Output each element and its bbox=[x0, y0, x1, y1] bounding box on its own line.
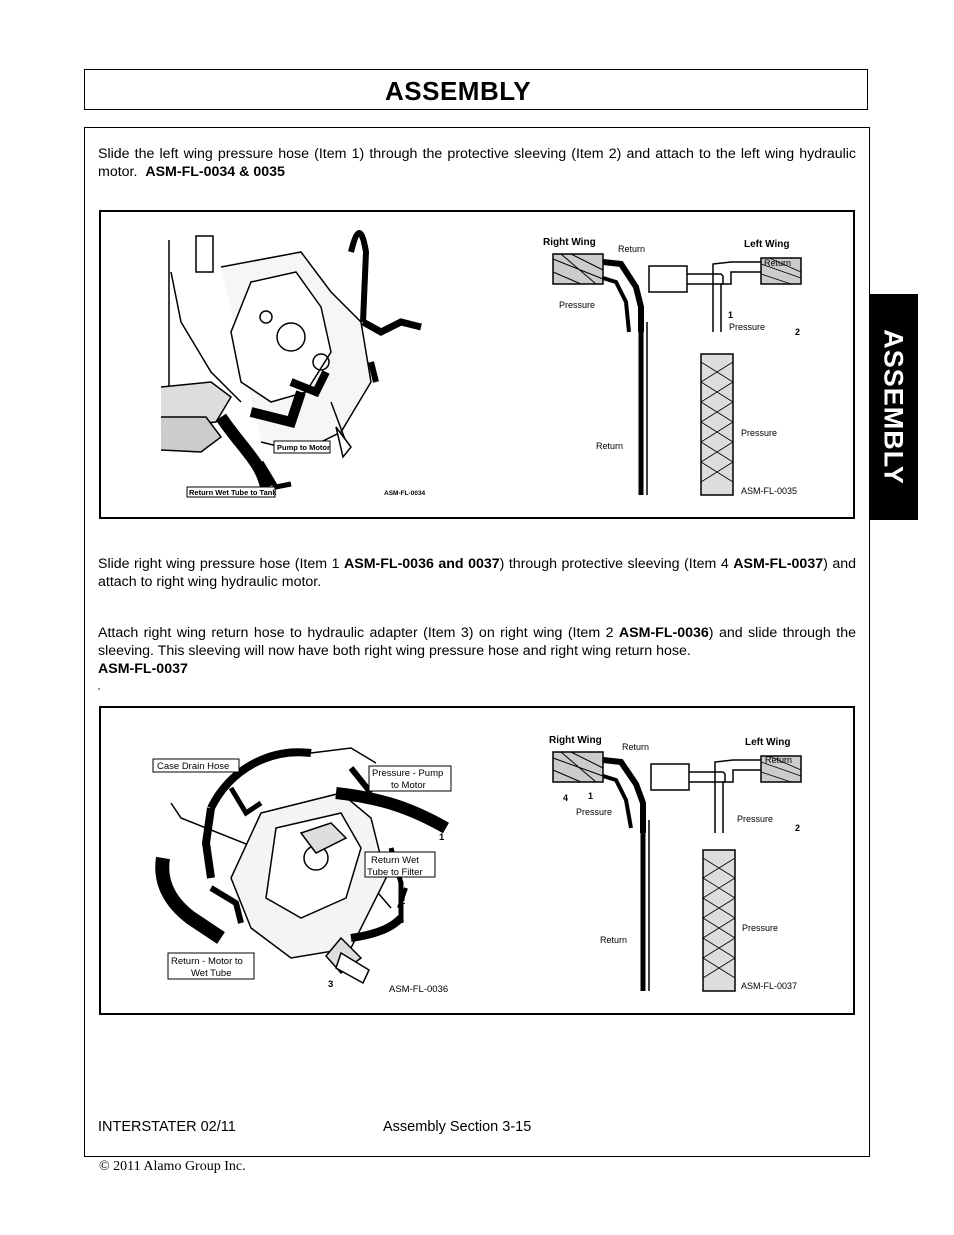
figure-2-illustration bbox=[101, 708, 853, 1013]
side-tab-label: ASSEMBLY bbox=[878, 329, 909, 485]
label-right-wing: Right Wing bbox=[543, 237, 596, 248]
label-item-3: 3 bbox=[328, 979, 334, 990]
label-pressure-right-2: Pressure bbox=[737, 814, 774, 824]
label-return-top-left: Return bbox=[618, 244, 646, 254]
paragraph-3-ref-b: ASM-FL-0037 bbox=[98, 661, 188, 677]
figure-code-asm-fl-0034: ASM-FL-0034 bbox=[384, 490, 426, 497]
figure-code-asm-fl-0037: ASM-FL-0037 bbox=[741, 981, 798, 991]
label-case-drain-hose: Case Drain Hose bbox=[157, 761, 230, 772]
instruction-paragraph-1 bbox=[98, 145, 856, 181]
label-right-wing-2: Right Wing bbox=[549, 735, 602, 746]
label-pressure-right: Pressure bbox=[729, 322, 766, 332]
stray-mark: ' bbox=[98, 687, 100, 698]
figure-1 bbox=[99, 210, 855, 519]
label-item-1: 1 bbox=[728, 310, 734, 320]
label-left-wing-2: Left Wing bbox=[745, 737, 791, 748]
label-pressure-left: Pressure bbox=[559, 300, 596, 310]
section-side-tab bbox=[869, 294, 918, 520]
label-left-wing: Left Wing bbox=[744, 239, 790, 250]
paragraph-3-ref-a: ASM-FL-0036 bbox=[618, 625, 709, 641]
label-pressure-bottom: Pressure bbox=[741, 428, 778, 438]
label-return-wet-line2: Tube to Filter bbox=[367, 867, 423, 878]
footer-section-page: Assembly Section 3-15 bbox=[383, 1119, 532, 1135]
figure-1-illustration bbox=[101, 212, 853, 517]
page-title: ASSEMBLY bbox=[385, 76, 532, 106]
paragraph-2-ref-b: ASM-FL-0037 bbox=[733, 556, 824, 572]
figure-code-asm-fl-0036: ASM-FL-0036 bbox=[389, 984, 449, 995]
header-box bbox=[84, 69, 868, 110]
label-pressure-bottom-2: Pressure bbox=[742, 923, 779, 933]
label-return-top-left-2: Return bbox=[622, 742, 650, 752]
hose-routing-schematic-1 bbox=[553, 254, 801, 495]
label-item-2-left: 2 bbox=[400, 896, 406, 907]
label-return-motor-line1: Return - Motor to bbox=[171, 956, 243, 967]
label-pressure-pump-line2: to Motor bbox=[391, 780, 426, 791]
label-item-4: 4 bbox=[563, 793, 569, 803]
figure-code-asm-fl-0035: ASM-FL-0035 bbox=[741, 486, 798, 496]
paragraph-2-ref-a: ASM-FL-0036 and 0037 bbox=[343, 556, 500, 572]
label-return-top-right-2: Return bbox=[765, 755, 793, 765]
paragraph-1-ref: ASM-FL-0034 & 0035 bbox=[145, 164, 285, 180]
paragraph-3-text-b: ) and slide through the sleeving. This sleeving will now have both right wing pressure hose and right wing return hose. bbox=[98, 625, 856, 659]
label-pump-to-motor: Pump to Motor bbox=[277, 443, 330, 452]
footer-model-date: INTERSTATER 02/11 bbox=[98, 1119, 236, 1135]
label-item-2-right: 2 bbox=[795, 823, 801, 833]
label-return-bottom: Return bbox=[596, 441, 624, 451]
label-return-motor-line2: Wet Tube bbox=[191, 968, 232, 979]
paragraph-2-text-b: ) through protective sleeving (Item 4 bbox=[499, 556, 734, 572]
label-item-1-left: 1 bbox=[439, 832, 445, 843]
label-item-1-right: 1 bbox=[588, 791, 594, 801]
paragraph-2-text-a: Slide right wing pressure hose (Item 1 bbox=[98, 556, 344, 572]
label-return-wet-line1: Return Wet bbox=[371, 855, 419, 866]
instruction-paragraph-3 bbox=[98, 624, 856, 678]
paragraph-2-text-c: ) and attach to right wing hydraulic motor. bbox=[98, 556, 857, 590]
label-return-wet-tube-to-tank: Return Wet Tube to Tank bbox=[189, 488, 277, 497]
label-return-top-right: Return bbox=[764, 258, 792, 268]
hose-routing-schematic-2 bbox=[553, 752, 801, 991]
label-return-bottom-2: Return bbox=[600, 935, 628, 945]
footer-copyright: © 2011 Alamo Group Inc. bbox=[99, 1159, 246, 1174]
instruction-paragraph-2 bbox=[98, 555, 856, 591]
figure-2 bbox=[99, 706, 855, 1015]
label-item-2: 2 bbox=[795, 327, 801, 337]
label-pressure-pump-line1: Pressure - Pump bbox=[372, 768, 444, 779]
paragraph-1-text: Slide the left wing pressure hose (Item 1) through the protective sleeving (Item 2) and attach to the left wing hydraulic motor. bbox=[98, 146, 856, 180]
label-pressure-left-2: Pressure bbox=[576, 807, 613, 817]
paragraph-3-text-a: Attach right wing return hose to hydraulic adapter (Item 3) on right wing (Item 2 bbox=[98, 625, 619, 641]
